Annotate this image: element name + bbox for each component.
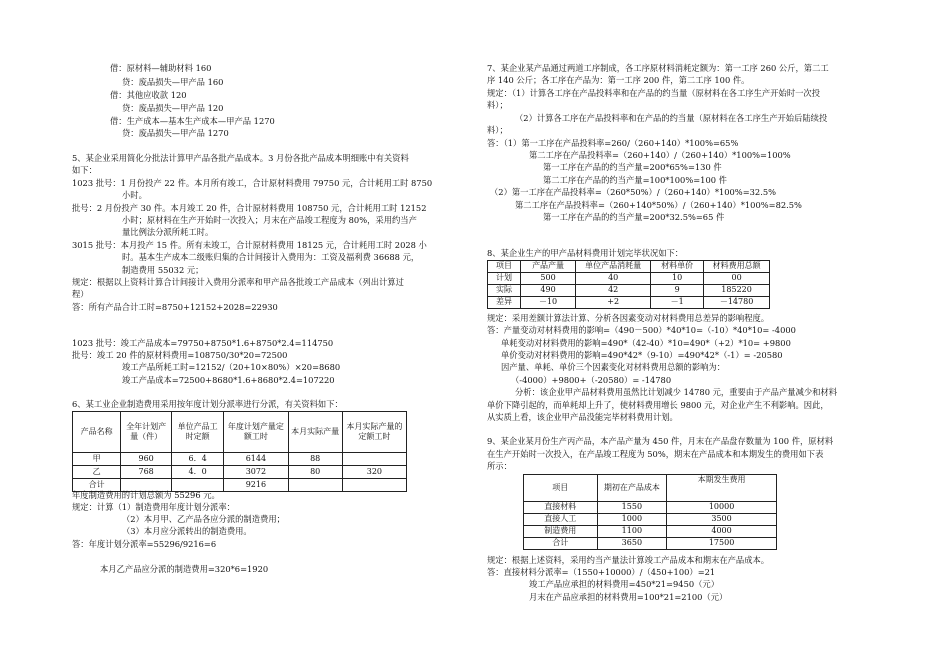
q7-line: 序 140 公斤；各工序在产品为：第一工序 200 件，第二工序 100 件。 (487, 75, 750, 85)
table-cell: 制造费用 (524, 526, 598, 538)
q5-line: 竣工产品所耗工时=12152/（20+10×80%）×20=8680 (122, 362, 341, 372)
table-cell: 1100 (597, 526, 667, 538)
journal-entry: 借：原材料—辅助材料 160 (110, 63, 212, 73)
table-cell: 490 (520, 285, 575, 297)
table-row (73, 466, 407, 479)
q7-line: （2）计算各工序在产品投料率和在产品的约当量（原材料在各工序生产开始后陆续投 (515, 113, 828, 123)
table-cell: 3650 (597, 538, 667, 550)
table-cell (342, 479, 406, 492)
table-header-cell: 年度计划产量定额工时 (224, 412, 288, 453)
table-cell: 6．4 (171, 453, 223, 466)
table-header-row (73, 412, 407, 453)
q5-line: 答：所有产品合计工时=8750+12152+2028=22930 (72, 302, 278, 312)
q5-line: 1023 批号：1 月份投产 22 件。本月所有竣工，合计原材料费用 79750 元，合计耗用工时 8750 (72, 178, 433, 188)
table-header-cell: 产品产量 (520, 261, 575, 273)
q6-line: 规定：计算（1）制造费用年度计划分派率： (72, 502, 235, 512)
q5-line: 1023 批号：竣工产品成本=79750+8750*1.6+8750*2.4=114750 (72, 338, 334, 348)
table-cell: 88 (288, 453, 342, 466)
table-cell: 00 (704, 273, 770, 285)
table-cell: 40 (576, 273, 651, 285)
table-header-cell: 项目 (488, 261, 521, 273)
table-cell: 乙 (73, 466, 121, 479)
q6-line: （3）本月应分派转出的制造费用。 (122, 526, 252, 536)
q8-line: （-4000）+9800+（-20580）= -14780 (511, 375, 672, 385)
table-cell: 185220 (704, 285, 770, 297)
table-row (524, 538, 777, 550)
q8-intro: 8、某企业生产的甲产品材料费用计划完毕状况如下： (487, 248, 684, 258)
table-cell: 实际 (488, 285, 521, 297)
table-cell: 6144 (224, 453, 288, 466)
q5-line: 批号：竣工 20 件的原材料费用=108750/30*20=72500 (72, 350, 288, 360)
journal-entry: 借：其他应收款 120 (110, 90, 187, 100)
q8-line: 单耗变动对材料费用的影响=490*（42-40）*10=490*（+2）*10= +9800 (501, 338, 791, 348)
q5-line: 批号：2 月份投产 30 件。本月竣工 20 件，合计原材料费用 108750 元，合计耗用工时 12152 (72, 203, 427, 213)
table-cell: 80 (288, 466, 342, 479)
table-row (524, 514, 777, 526)
journal-entry: 贷：废品损失—甲产品 120 (122, 103, 224, 113)
table-cell: 1550 (597, 502, 667, 514)
q7-line: （2）第一工序在产品投料率=（260*50%）/（260+140）*100%=32.5% (490, 187, 777, 197)
q7-line: 第一工序在产品的约当产量=200*65%=130 件 (543, 162, 722, 172)
table-cell: 9216 (224, 479, 288, 492)
q9-line: 答：直接材料分派率=（1550+10000）/（450+100）=21 (487, 567, 716, 577)
q8-line: 单价下降引起的，而单耗却上升了，使材料费用增长 9800 元，对企业产生不利影响。因此， (487, 400, 829, 410)
q7-line: 第一工序在产品的约当产量=200*32.5%=65 件 (543, 212, 725, 222)
journal-entry: 贷：废品损失—甲产品 160 (122, 77, 224, 87)
q7-line: 答：（1）第一工序在产品投料率=260/（260+140）*100%=65% (487, 138, 739, 148)
q6-line: 年度制造费用的计划总额为 55296 元。 (72, 490, 220, 500)
table-cell: －14780 (704, 297, 770, 309)
table-header-cell: 期初在产品成本 (597, 475, 667, 502)
q8-line: 答：产量变动对材料费用的影响=（490－500）*40*10=（-10）*40*10= -4000 (487, 325, 796, 335)
table-cell: 960 (121, 453, 172, 466)
table-header-cell: 材料费用总额 (704, 261, 770, 273)
table-header-cell: 单位产品工时定额 (171, 412, 223, 453)
q6-line: 本月乙产品应分派的制造费用=320*6=1920 (100, 564, 269, 574)
table-header-cell: 本月实际产量 (288, 412, 342, 453)
table-cell: +2 (576, 297, 651, 309)
table-cell: 4．0 (171, 466, 223, 479)
q5-line: 竣工产品成本=72500+8680*1.6+8680*2.4=107220 (122, 375, 335, 385)
table-cell: 42 (576, 285, 651, 297)
table-header-cell: 项目 (524, 475, 598, 502)
table-cell: 320 (342, 466, 406, 479)
table-header-row (488, 261, 770, 273)
table-row (524, 526, 777, 538)
table-cell: 直接材料 (524, 502, 598, 514)
q7-line: 料）； (487, 100, 508, 110)
table-cell: 1000 (597, 514, 667, 526)
q7-line: 第二工序在产品的约当产量=100*100%=100 件 (543, 175, 727, 185)
table-cell: 10000 (667, 502, 777, 514)
q8-line: 从实质上看，该企业甲产品没能完毕材料费用计划。 (487, 412, 678, 422)
q8-table (487, 260, 770, 309)
q5-line: 5、某企业采用简化分批法计算甲产品各批产品成本。3 月份各批产品成本明细账中有关资料 (72, 153, 409, 163)
table-header-row (524, 475, 777, 502)
q8-line: 分析：该企业甲产品材料费用虽然比计划减少 14780 元，重要由于产品产量减少和材料 (515, 387, 838, 397)
journal-entry: 贷：废品损失—甲产品 1270 (122, 128, 229, 138)
q8-line: 单价变动对材料费用的影响=490*42*（9-10）=490*42*（-1）= -20580 (501, 350, 783, 360)
q7-line: 规定：（1）计算各工序在产品投料率和在产品的约当量（原材料在各工序生产开始时一次投 (487, 88, 821, 98)
table-cell: 17500 (667, 538, 777, 550)
table-row (73, 453, 407, 466)
q5-line: 规定：根据以上资料计算合计间接计入费用分派率和甲产品各批竣工产品成本（列出计算过 (72, 277, 404, 287)
table-cell: 500 (520, 273, 575, 285)
q7-line: 7、某企业某产品通过两道工序制成，各工序原材料消耗定额为：第一工序 260 公斤，第二工 (487, 63, 829, 73)
q9-line: 月末在产品应承担的材料费用=100*21=2100（元） (529, 592, 728, 602)
q5-line: 时。基本生产成本二级账归集的合计间接计入费用为：工资及福利费 36688 元， (122, 252, 420, 262)
table-cell (288, 479, 342, 492)
q9-line: 规定：根据上述资料，采用约当产量法计算竣工产品成本和期末在产品成本。 (487, 555, 770, 565)
table-cell: 直接人工 (524, 514, 598, 526)
journal-entry: 借：生产成本—基本生产成本—甲产品 1270 (110, 116, 275, 126)
table-cell: 合计 (524, 538, 598, 550)
table-cell: 10 (651, 273, 704, 285)
q8-line: 规定：采用差额计算法计算、分析各因素变动对材料费用总差异的影响程度。 (487, 313, 770, 323)
q6-line: 答：年度计划分派率=55296/9216=6 (72, 539, 217, 549)
table-cell: －1 (651, 297, 704, 309)
table-row (524, 502, 777, 514)
table-cell: －10 (520, 297, 575, 309)
q9-line: 9、某企业某月份生产丙产品，本产品产量为 450 件，月末在产品盘存数量为 100 件，原材料 (487, 436, 834, 446)
q6-intro: 6、某工业企业制造费用采用按年度计划分派率进行分派，有关资料如下： (72, 399, 343, 409)
q5-line: 小时；原材料在生产开始时一次投入；月末在产品竣工程度为 80%，采用约当产 (122, 215, 417, 225)
q9-table (523, 474, 777, 550)
table-cell: 9 (651, 285, 704, 297)
table-header-cell: 单位产品消耗量 (576, 261, 651, 273)
table-header-cell: 本月实际产量的定额工时 (342, 412, 406, 453)
table-cell (342, 453, 406, 466)
table-cell: 差异 (488, 297, 521, 309)
q5-line: 3015 批号：本月投产 15 件。所有未竣工，合计原材料费用 18125 元，合计耗用工时 2028 小 (72, 240, 427, 250)
q5-line: 制造费用 55032 元； (122, 265, 204, 275)
q5-line: 如下： (72, 165, 97, 175)
table-header-cell: 材料单价 (651, 261, 704, 273)
table-cell: 3500 (667, 514, 777, 526)
q7-line: 料）； (487, 125, 508, 135)
table-header-cell: 全年计划产量（件） (121, 412, 172, 453)
q9-line: 所示： (487, 461, 512, 471)
q5-line: 程） (72, 289, 89, 299)
table-cell: 甲 (73, 453, 121, 466)
table-header-cell: 本期发生费用 (667, 475, 777, 502)
q8-line: 因产量、单耗、单价三个因素变化对材料费用总额的影响为： (501, 362, 726, 372)
table-cell: 合计 (73, 479, 121, 492)
table-cell: 4000 (667, 526, 777, 538)
q9-line: 竣工产品应承担的材料费用=450*21=9450（元） (529, 579, 720, 589)
table-cell: 768 (121, 466, 172, 479)
table-cell: 3072 (224, 466, 288, 479)
q5-line: 小时。 (122, 190, 147, 200)
q7-line: 第二工序在产品投料率=（260+140）/（260+140）*100%=100% (529, 150, 791, 160)
table-row (488, 273, 770, 285)
q5-line: 量比例法分派所耗工时。 (122, 227, 214, 237)
table-row (488, 285, 770, 297)
q7-line: 第二工序在产品投料率=（260+140*50%）/（260+140）*100%=82.5% (515, 200, 802, 210)
table-cell: 计划 (488, 273, 521, 285)
q6-line: （2）本月甲、乙产品各应分派的制造费用； (122, 514, 285, 524)
table-row (488, 297, 770, 309)
table-header-cell: 产品名称 (73, 412, 121, 453)
q6-table (72, 411, 407, 492)
q9-line: 在生产开始时一次投入，在产品竣工程度为 50%，期末在产品成本和本期发生的费用如下表 (487, 449, 824, 459)
